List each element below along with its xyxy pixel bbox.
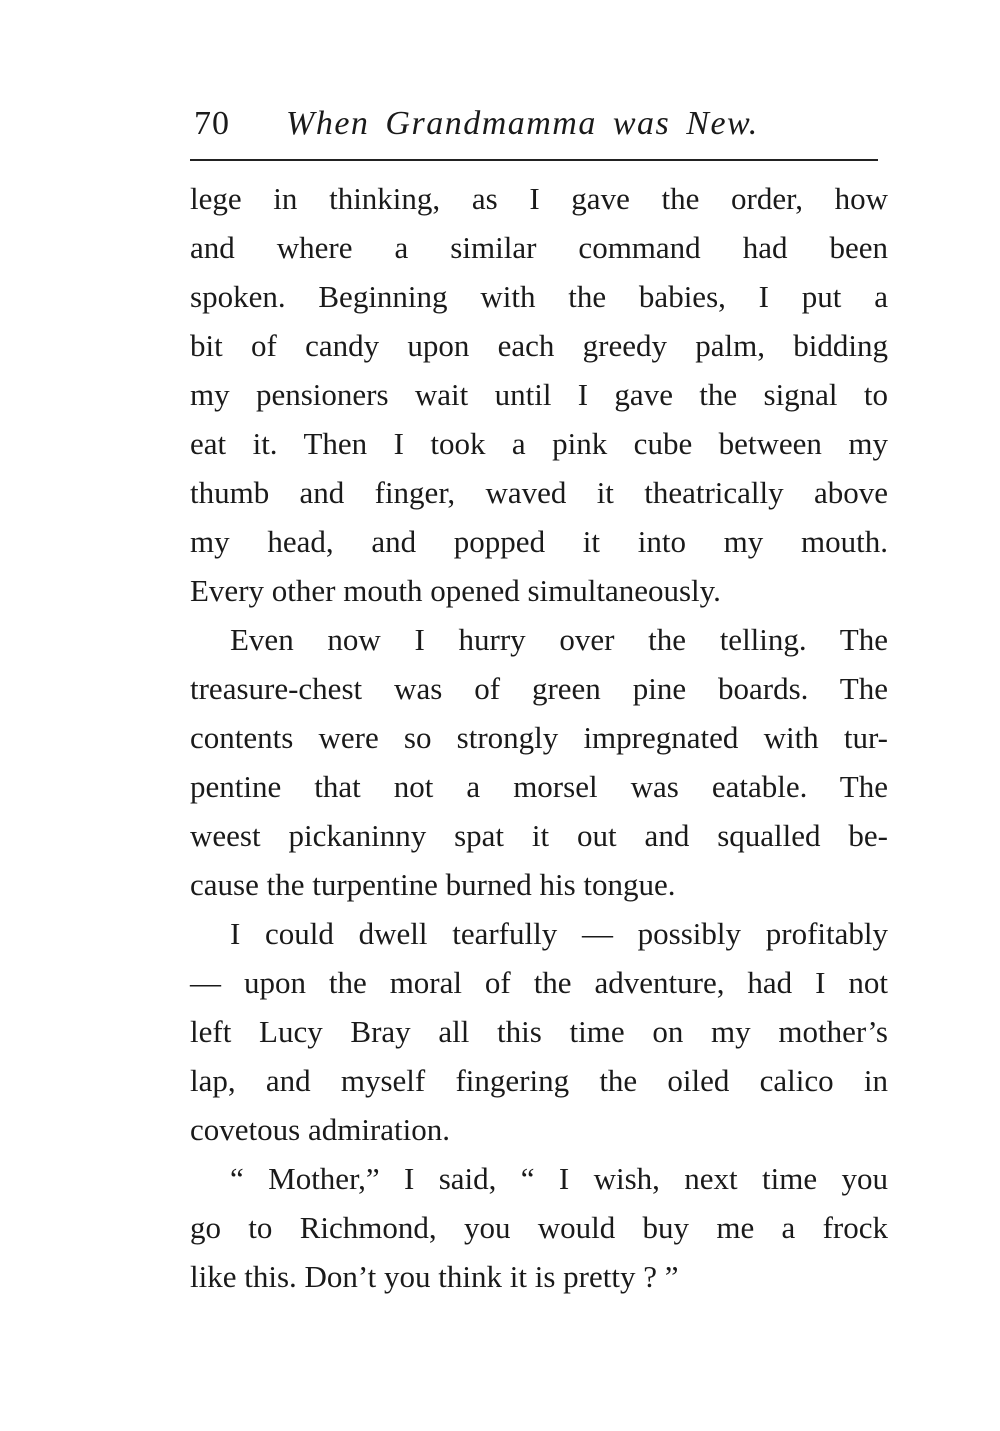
text-line: and where a similar command had been <box>190 230 888 265</box>
text-line: cause the turpentine burned his tongue. <box>190 867 676 902</box>
text-line: bit of candy upon each greedy palm, bidding <box>190 328 888 363</box>
text-line: thumb and finger, waved it theatrically above <box>190 475 888 510</box>
text-line: my pensioners wait until I gave the signal to <box>190 377 888 412</box>
text-line: I could dwell tearfully — possibly profitably <box>230 916 888 951</box>
text-line: covetous admiration. <box>190 1112 450 1147</box>
running-title: When Grandmamma was New. <box>286 105 759 142</box>
text-line: eat it. Then I took a pink cube between my <box>190 426 888 461</box>
text-line: lege in thinking, as I gave the order, how <box>190 181 888 216</box>
text-line: my head, and popped it into my mouth. <box>190 524 888 559</box>
text-line: — upon the moral of the adventure, had I not <box>190 965 888 1000</box>
body-text <box>190 174 888 1301</box>
text-line: left Lucy Bray all this time on my mother’s <box>190 1014 888 1049</box>
text-line: like this. Don’t you think it is pretty ? ” <box>190 1259 679 1294</box>
text-line: weest pickaninny spat it out and squalled be- <box>190 818 888 853</box>
text-line: go to Richmond, you would buy me a frock <box>190 1210 888 1245</box>
page-number: 70 <box>194 105 230 142</box>
text-line: pentine that not a morsel was eatable. The <box>190 769 888 804</box>
text-line: “ Mother,” I said, “ I wish, next time you <box>230 1161 888 1196</box>
text-line: lap, and myself fingering the oiled calico in <box>190 1063 888 1098</box>
header-rule <box>190 159 878 161</box>
text-line: spoken. Beginning with the babies, I put a <box>190 279 888 314</box>
text-line: treasure-chest was of green pine boards. The <box>190 671 888 706</box>
text-line: Every other mouth opened simultaneously. <box>190 573 721 608</box>
book-page <box>190 96 888 1294</box>
text-line: contents were so strongly impregnated with tur- <box>190 720 888 755</box>
text-line: Even now I hurry over the telling. The <box>230 622 888 657</box>
running-head <box>190 96 888 152</box>
